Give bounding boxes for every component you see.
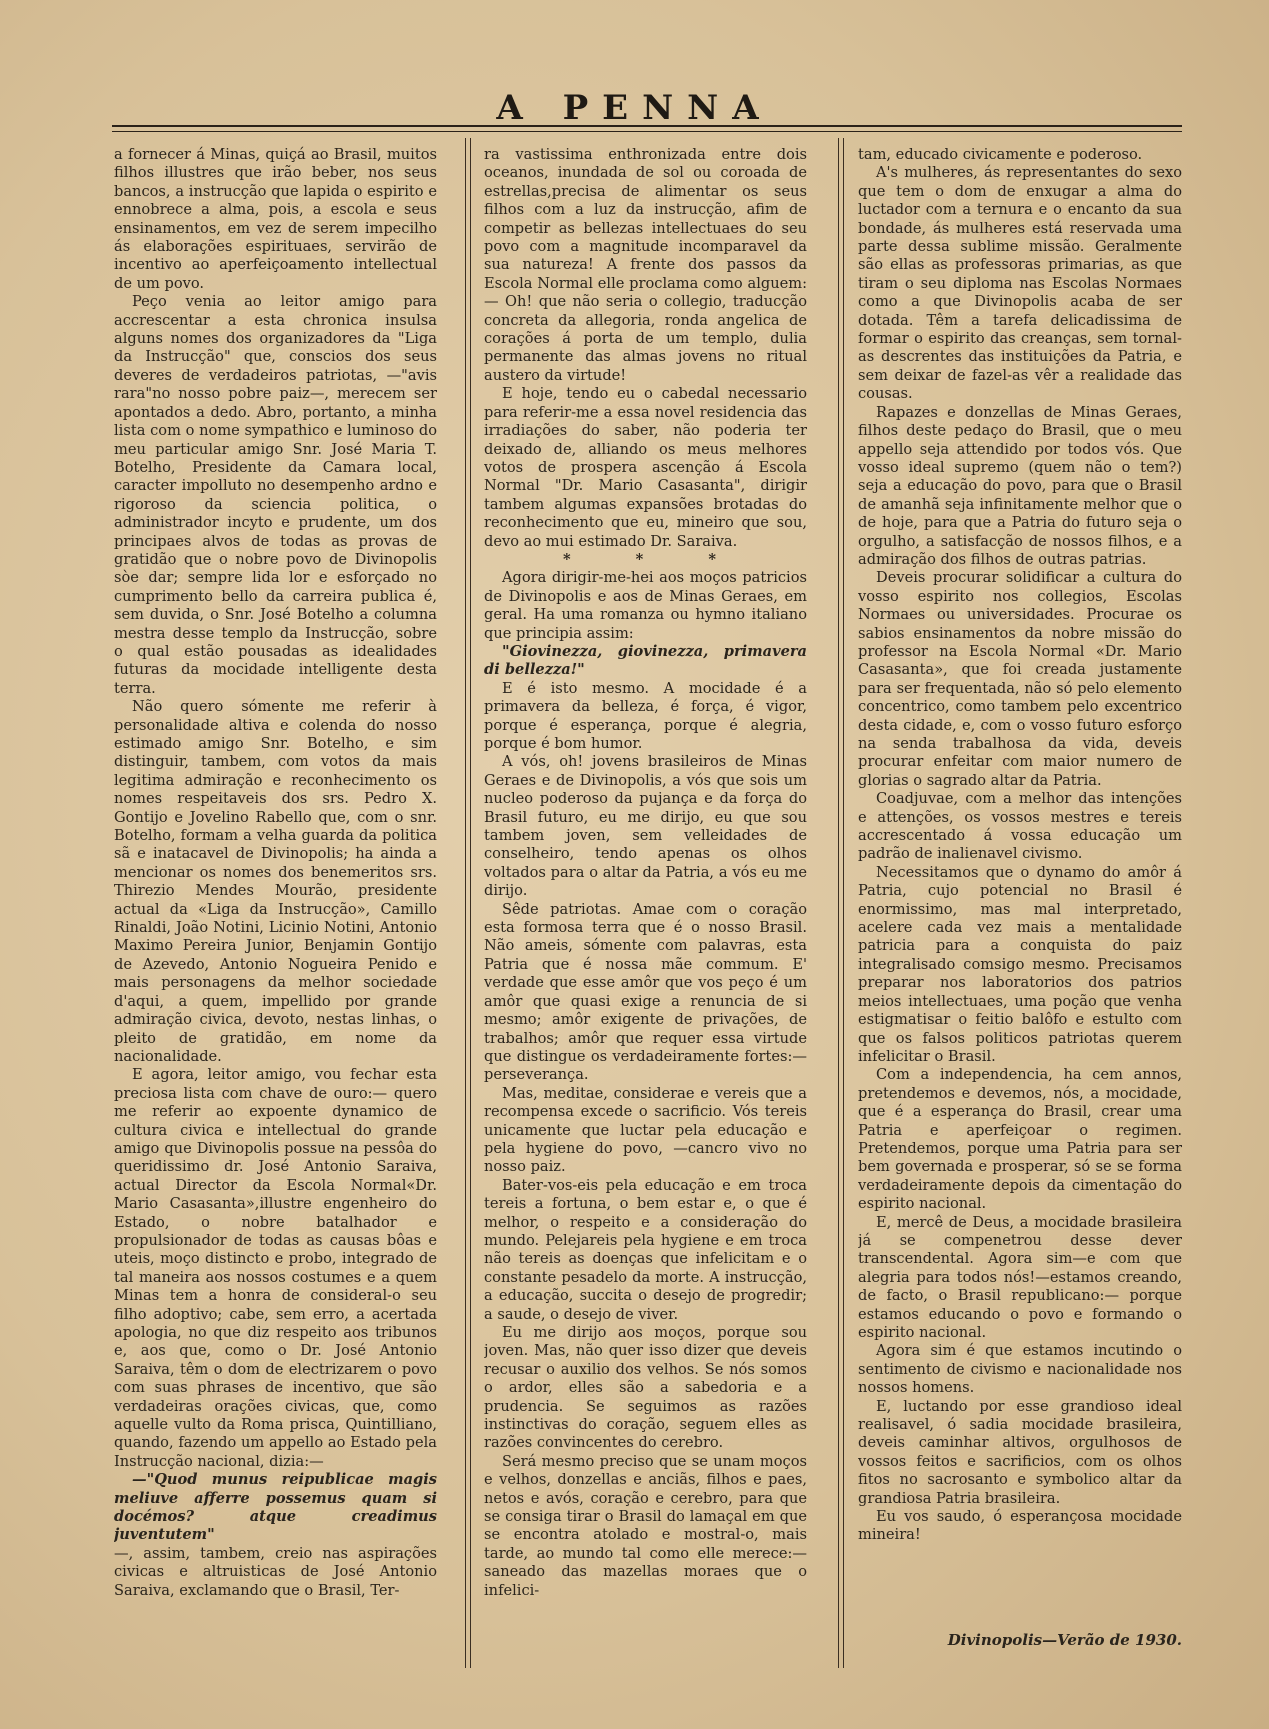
paragraph: E agora, leitor amigo, vou fechar esta preciosa lista com chave de ouro:— quero me referir ao expoente dynamico de cultura civica e intellectual do grande amigo que Divinopolis possue na pessôa do queridissimo dr. José Antonio Saraiva, actual Director da Escola Normal«Dr. Mario Casasanta»,illustre engenheiro do Estado, o nobre batalhador e propulsionador de todas as causas bôas e uteis, moço distincto e probo, integrado de tal maneira aos nossos costumes e a quem Minas tem a honra de consideral-o seu filho adoptivo; cabe, sem erro, a acertada apologia, no que diz respeito aos tribunos e, aos que, como o Dr. José Antonio Saraiva, têm o dom de electrizarem o povo com suas phrases de incentivo, que são verdadeiras orações civicas, que, como aquelle vulto da Roma prisca, Quintilliano, quando, fazendo um appello ao Estado pela Instrucção nacional, dizia:—: [114, 1066, 437, 1470]
paragraph: E hoje, tendo eu o cabedal necessario para referir-me a essa novel residencia das irradiações do saber, não poderia ter deixado de, alliando os meus melhores votos de prospera ascenção á Escola Normal "Dr. Mario Casasanta", dirigir tambem algumas expansões brotadas do reconhecimento que eu, mineiro que sou, devo ao mui estimado Dr. Saraiva.: [484, 385, 807, 550]
paragraph: Eu vos saudo, ó esperançosa mocidade mineira!: [858, 1508, 1182, 1544]
paragraph: Deveis procurar solidificar a cultura do vosso espirito nos collegios, Escolas Normaes ou universidades. Procurae os sabios ensinamentos da nobre missão do professor na Escola Normal «Dr. Mario Casasanta», que foi creada justamente para ser frequentada, não só pelo elemento concentrico, como tambem pelo excentrico desta cidade, e, com o vosso futuro esforço na senda trabalhosa da vida, deveis procurar enfeitar com maior numero de glorias o sagrado altar da Patria.: [858, 569, 1182, 789]
paragraph: Eu me dirijo aos moços, porque sou joven. Mas, não quer isso dizer que deveis recusar o auxilio dos velhos. Se nós somos o ardor, elles são a sabedoria e a prudencia. Se seguimos as razões instinctivas do coração, seguem elles as razões convincentes do cerebro.: [484, 1324, 807, 1452]
italian-quote: "Giovinezza, giovinezza, primavera di bellezza!": [484, 642, 807, 679]
paragraph: Bater-vos-eis pela educação e em troca tereis a fortuna, o bem estar e, o que é melhor, o respeito e a consideração do mundo. Pelejareis pela hygiene e em troca não tereis as doenças que infelicitam e o constante pesadelo da morte. A instrucção, a educação, succita o desejo de progredir; a saude, o desejo de viver.: [484, 1176, 807, 1323]
column-divider: [465, 138, 466, 1668]
column-divider: [838, 138, 839, 1668]
paragraph: Rapazes e donzellas de Minas Geraes, filhos deste pedaço do Brasil, que o meu appello seja attendido por todos vós. Que vosso ideal supremo (quem não o tem?) seja a educação do povo, para que o Brasil de amanhã seja infinitamente melhor que o de hoje, para que a Patria do futuro seja o orgulho, a satisfacção de nossos filhos, e a admiração dos filhos de outras patrias.: [858, 403, 1182, 568]
paragraph: A's mulheres, ás representantes do sexo que tem o dom de enxugar a alma do luctador com a ternura e o encanto da sua bondade, ás mulheres está reservada uma parte dessa sublime missão. Geralmente são ellas as professoras primarias, as que tiram o seu diploma nas Escolas Normaes como a que Divinopolis acaba de ser dotada. Têm a tarefa delicadissima de formar o espirito das creanças, sem tornal-as descrentes das instituições da Patria, e sem deixar de fazel-as vêr a realidade das cousas.: [858, 164, 1182, 403]
paragraph: Não quero sómente me referir à personalidade altiva e colenda do nosso estimado amigo Snr. Botelho, e sim distinguir, tambem, com votos da mais legitima admiração e reconhecimento os nomes respeitaveis dos srs. Pedro X. Gontijo e Jovelino Rabello que, com o snr. Botelho, formam a velha guarda da politica sã e inatacavel de Divinopolis; ha ainda a mencionar os nomes dos benemeritos srs. Thirezio Mendes Mourão, presidente actual da «Liga da Instrucção», Camillo Rinaldi, João Notini, Licinio Notini, Antonio Maximo Pereira Junior, Benjamin Gontijo de Azevedo, Antonio Nogueira Penido e mais personagens da melhor sociedade d'aqui, a quem, impellido por grande admiração civica, devoto, nestas linhas, o pleito de gratidão, em nome da nacionalidade.: [114, 698, 437, 1065]
paragraph: Peço venia ao leitor amigo para accrescentar a esta chronica insulsa alguns nomes dos organizadores da "Liga da Instrucção" que, conscios dos seus deveres de verdadeiros patriotas, —"avis rara"no nosso pobre paiz—, merecem ser apontados a dedo. Abro, portanto, a minha lista com o nome sympathico e luminoso do meu particular amigo Snr. José Maria T. Botelho, Presidente da Camara local, caracter impolluto no desempenho ardno e rigoroso da sciencia politica, o administrador incyto e prudente, um dos principaes alvos de todas as provas de gratidão que o nobre povo de Divinopolis sòe dar; sempre lida lor e esforçado no cumprimento bello da carreira publica é, sem duvida, o Snr. José Botelho a columna mestra desse templo da Instrucção, sobre o qual estão pousadas as idealidades futuras da mocidade intelligente desta terra.: [114, 293, 437, 697]
masthead-title: A PENNA: [496, 88, 773, 128]
paragraph: Mas, meditae, considerae e vereis que a recompensa excede o sacrificio. Vós tereis unicamente que luctar pela educação e pela hygiene do povo, —cancro vivo no nosso paiz.: [484, 1084, 807, 1176]
paragraph: Agora dirigir-me-hei aos moços patricios de Divinopolis e aos de Minas Geraes, em geral. Ha uma romanza ou hymno italiano que principia assim:: [484, 569, 807, 642]
paragraph: A vós, oh! jovens brasileiros de Minas Geraes e de Divinopolis, a vós que sois um nucleo poderoso da pujança e da força do Brasil futuro, eu me dirijo, eu que sou tambem joven, sem velleidades de conselheiro, tendo apenas os olhos voltados para o altar da Patria, a vós eu me dirijo.: [484, 753, 807, 900]
paragraph: ra vastissima enthronizada entre dois oceanos, inundada de sol ou coroada de estrellas,precisa de alimentar os seus filhos com a luz da instrucção, afim de competir as bellezas intellectuaes do seu povo com a magnitude incomparavel da sua natureza! A frente dos passos da Escola Normal elle proclama como alguem:— Oh! que não seria o collegio, traducção concreta da allegoria, ronda angelica de corações á porta de um templo, dulia permanente das almas jovens no ritual austero da virtude!: [484, 146, 807, 384]
latin-quote: —"Quod munus reipublicae magis meliuve afferre possemus quam si docémos? atque creadimus juventutem": [114, 1471, 437, 1544]
paragraph: Coadjuvae, com a melhor das intenções e attenções, os vossos mestres e tereis accrescentado á vossa educação um padrão de inalienavel civismo.: [858, 790, 1182, 863]
article-column-2: [484, 146, 807, 1666]
paragraph: Agora sim é que estamos incutindo o sentimento de civismo e nacionalidade nos nossos homens.: [858, 1342, 1182, 1397]
article-signoff: Divinopolis—Verão de 1930.: [947, 1631, 1182, 1649]
paragraph: a fornecer á Minas, quiçá ao Brasil, muitos filhos illustres que irão beber, nos seus bancos, a instrucção que lapida o espirito e ennobrece a alma, pois, a escola e seus ensinamentos, em vez de serem impecilho ás elaborações espirituaes, servirão de incentivo ao aperfeiçoamento intellectual de um povo.: [114, 146, 437, 292]
section-divider-stars: * * *: [562, 550, 747, 568]
header-rule: [112, 125, 1182, 127]
paragraph: Com a independencia, ha cem annos, pretendemos e devemos, nós, a mocidade, que é a esperança do Brasil, crear uma Patria e aperfeiçoar o regimen. Pretendemos, porque uma Patria para ser bem governada e prosperar, só se se forma verdadeiramente depois da cimentação do espirito nacional.: [858, 1066, 1182, 1213]
paragraph: tam, educado civicamente e poderoso.: [858, 146, 1143, 163]
paragraph: E, mercê de Deus, a mocidade brasileira já se compenetrou desse dever transcendental. Agora sim—e com que alegria para todos nós!—estamos creando, de facto, o Brasil republicano:— porque estamos educando o povo e formando o espirito nacional.: [858, 1213, 1182, 1341]
column-divider: [843, 138, 844, 1668]
paragraph: E, luctando por esse grandioso ideal realisavel, ó sadia mocidade brasileira, deveis caminhar altivos, orgulhosos de vossos feitos e sacrificios, com os olhos fitos no sacrosanto e symbolico altar da grandiosa Patria brasileira.: [858, 1397, 1182, 1507]
paragraph: —, assim, tambem, creio nas aspirações civicas e altruisticas de José Antonio Saraiva, exclamando que o Brasil, Ter-: [114, 1544, 437, 1599]
column-divider: [470, 138, 471, 1668]
article-column-3: [858, 146, 1182, 1666]
paragraph: E é isto mesmo. A mocidade é a primavera da belleza, é força, é vigor, porque é esperança, porque é alegria, porque é bom humor.: [484, 679, 807, 752]
header-rule-thin: [112, 131, 1182, 132]
paragraph: Sêde patriotas. Amae com o coração esta formosa terra que é o nosso Brasil. Não ameis, sómente com palavras, esta Patria que é nossa mãe commum. E' verdade que esse amôr que vos peço é um amôr que quasi exige a renuncia de si mesmo; amôr exigente de privações, de trabalhos; amôr que requer essa virtude que distingue os verdadeiramente fortes:—perseverança.: [484, 900, 807, 1084]
paragraph: Será mesmo preciso que se unam moços e velhos, donzellas e anciãs, filhos e paes, netos e avós, coração e cerebro, para que se consiga tirar o Brasil do lamaçal em que se encontra atolado e mostral-o, mais tarde, ao mundo tal como elle merece:—saneado das mazellas moraes que o infelici-: [484, 1452, 807, 1599]
paragraph: Necessitamos que o dynamo do amôr á Patria, cujo potencial no Brasil é enormissimo, mas mal interpretado, acelere cada vez mais a mentalidade patricia para a conquista do paiz integralisado comsigo mesmo. Precisamos preparar nos laboratorios dos patrios meios intellectuaes, uma poção que venha estigmatisar o feitio balôfo e estulto com que os falsos politicos patriotas querem infelicitar o Brasil.: [858, 863, 1182, 1065]
article-column-1: [114, 146, 437, 1666]
